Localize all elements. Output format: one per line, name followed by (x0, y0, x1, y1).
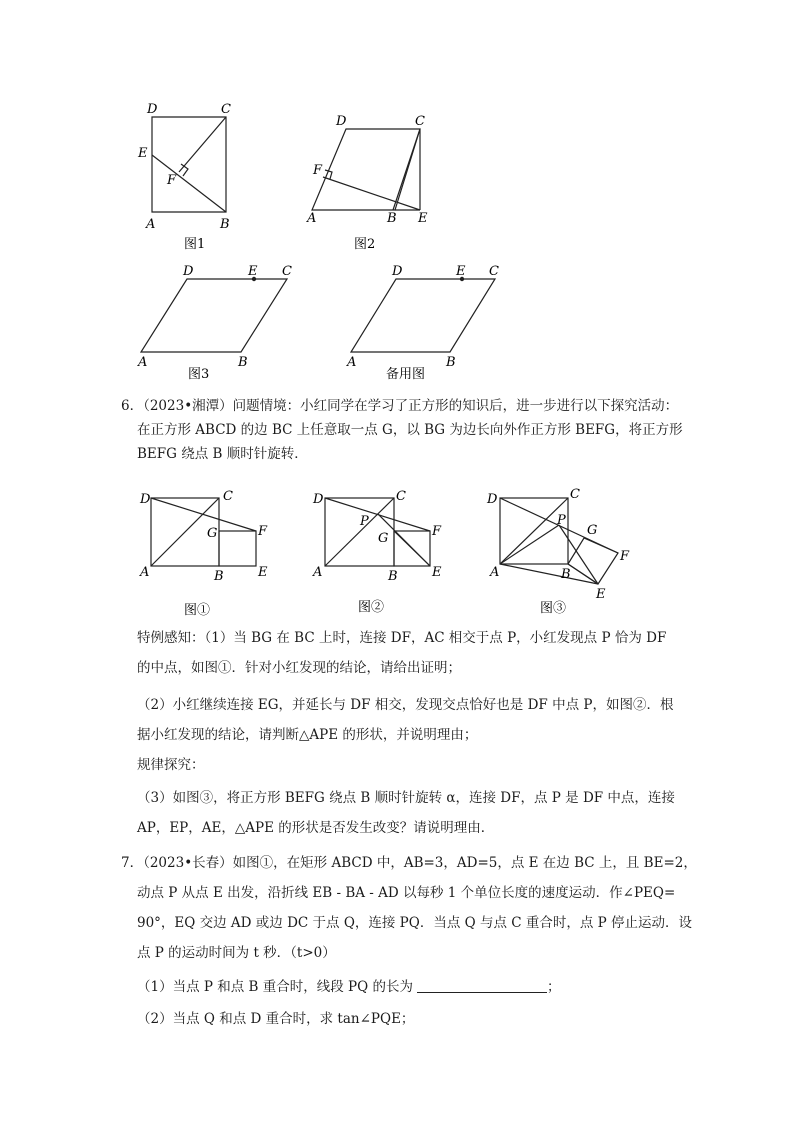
fig3-caption: 图3 (188, 367, 210, 382)
q6-figure-2 (312, 489, 442, 615)
q6f3-label-B: B (561, 567, 571, 582)
q6f1-label-C: C (223, 489, 233, 504)
q6-part2-line2: 据小红发现的结论，请判断△APE 的形状，并说明理由； (137, 727, 478, 743)
q6f2-label-E: E (432, 565, 442, 580)
figure-1 (137, 102, 231, 252)
q6f1-label-F: F (258, 524, 268, 539)
fig3-label-B: B (238, 355, 248, 370)
q6f2-label-A: A (313, 565, 323, 580)
q6-figure-3 (486, 487, 630, 616)
q6-figures (0, 480, 794, 620)
spare-label-C: C (489, 264, 499, 279)
q6f1-label-D: D (140, 492, 151, 507)
q7-sub1 (137, 973, 561, 1002)
fig2-label-E: E (418, 211, 428, 226)
fig3-label-A: A (138, 355, 148, 370)
q6f3-label-F: F (620, 549, 630, 564)
q6-line-3: BEFG 绕点 B 顺时针旋转． (137, 446, 308, 462)
q6f3-label-D: D (487, 492, 498, 507)
q6-part3-line2: AP，EP，AE，△APE 的形状是否发生改变？请说明理由． (137, 820, 495, 836)
figure-2 (306, 114, 428, 252)
fig2-label-C: C (415, 114, 425, 129)
q7-sub2: （2）当点 Q 和点 D 重合时，求 tan∠PQE； (137, 1011, 415, 1027)
fig1-label-B: B (220, 217, 230, 232)
q6-part2-line1: （2）小红继续连接 EG，并延长与 DF 相交，发现交点恰好也是 DF 中点 P，如图②．根 (137, 697, 674, 713)
fig1-label-D: D (147, 102, 158, 117)
fig1-label-C: C (221, 102, 231, 117)
spare-label-E: E (456, 264, 466, 279)
fig1-label-F: F (167, 173, 177, 188)
q6-part1-line1: 特例感知：（1）当 BG 在 BC 上时，连接 DF，AC 相交于点 P，小红发现点 P 恰为 DF (137, 630, 667, 646)
q6-line-1: 6．（2023•湘潭）问题情境：小红同学在学习了正方形的知识后，进一步进行以下探究活动： (121, 398, 679, 414)
q7-answer-blank[interactable] (417, 978, 547, 993)
fig1-caption: 图1 (184, 237, 206, 252)
q6f2-label-C: C (396, 489, 406, 504)
q6f3-label-A: A (490, 565, 500, 580)
q6f2-label-G: G (378, 531, 389, 546)
q6f2-label-F: F (432, 524, 442, 539)
q6-part3-line1: （3）如图③，将正方形 BEFG 绕点 B 顺时针旋转 α，连接 DF，点 P 是 DF 中点，连接 (137, 790, 675, 806)
spare-caption: 备用图 (386, 367, 426, 382)
spare-label-D: D (392, 264, 403, 279)
q6-section-heading: 规律探究： (137, 757, 205, 773)
fig3-label-E: E (248, 264, 258, 279)
fig2-label-D: D (336, 114, 347, 129)
q7-line-4: 点 P 的运动时间为 t 秒．（t>0） (137, 945, 336, 961)
q6-figure-1 (139, 489, 268, 618)
q6f2-label-B: B (388, 569, 398, 584)
q6f2-label-D: D (313, 492, 324, 507)
fig2-label-F: F (313, 163, 323, 178)
q7-line-1: 7．（2023•长春）如图①，在矩形 ABCD 中，AB=3，AD=5，点 E 在边 BC 上，且 BE=2， (121, 855, 697, 871)
q6f1-label-E: E (258, 565, 268, 580)
q7-sub1-end: ； (547, 979, 561, 995)
q6f2-caption: 图② (358, 600, 385, 615)
q6f3-label-P: P (557, 513, 566, 528)
fig2-label-B: B (387, 211, 397, 226)
q7-line-3: 90°，EQ 交边 AD 或边 DC 于点 Q，连接 PQ．当点 Q 与点 C 重合时，点 P 停止运动．设 (137, 915, 693, 931)
figure-3 (137, 264, 292, 382)
spare-label-B: B (446, 355, 456, 370)
q6f1-caption: 图① (184, 603, 211, 618)
q6f3-label-C: C (570, 487, 580, 502)
q6-line-2: 在正方形 ABCD 的边 BC 上任意取一点 G，以 BG 为边长向外作正方形 BEFG，将正方形 (137, 422, 683, 438)
q7-line-2: 动点 P 从点 E 出发，沿折线 EB - BA - AD 以每秒 1 个单位长度的速度运动．作∠PEQ= (137, 885, 676, 901)
top-figures (0, 0, 794, 390)
q6f3-label-E: E (596, 587, 606, 602)
fig3-label-D: D (183, 264, 194, 279)
figure-spare (346, 264, 499, 382)
fig2-caption: 图2 (354, 237, 376, 252)
fig1-label-E: E (138, 146, 148, 161)
fig3-label-C: C (282, 264, 292, 279)
q6f3-caption: 图③ (540, 601, 567, 616)
q6-part1-line2: 的中点，如图①．针对小红发现的结论，请给出证明； (137, 660, 461, 676)
q7-sub1-text: （1）当点 P 和点 B 重合时，线段 PQ 的长为 (137, 979, 413, 995)
q6f3-label-G: G (587, 523, 598, 538)
fig2-label-A: A (307, 211, 317, 226)
spare-label-A: A (347, 355, 357, 370)
q6f1-label-B: B (214, 569, 224, 584)
q6f1-label-A: A (140, 565, 150, 580)
fig1-label-A: A (146, 217, 156, 232)
q6f2-label-P: P (360, 514, 369, 529)
q6f1-label-G: G (207, 526, 218, 541)
